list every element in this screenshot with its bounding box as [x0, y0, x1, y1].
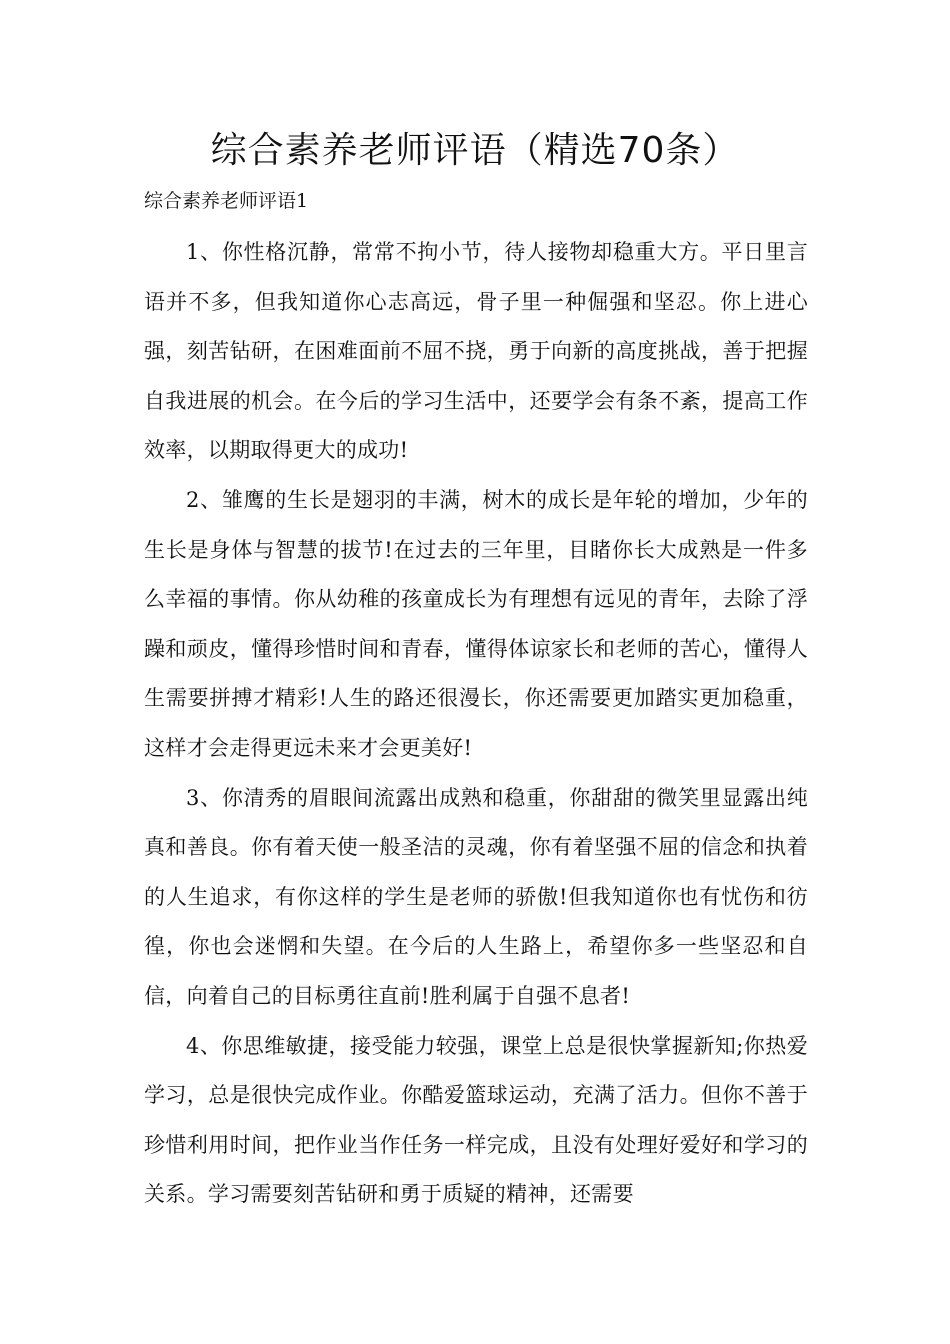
comment-paragraph-1: 1、你性格沉静，常常不拘小节，待人接物却稳重大方。平日里言语并不多，但我知道你心志高远，骨子里一种倔强和坚忍。你上进心强，刻苦钻研，在困难面前不屈不挠，勇于向新的高度挑战，善于把握自我进展的机会。在今后的学习生活中，还要学会有条不紊，提高工作效率，以期取得更大的成功!	[144, 240, 808, 463]
comment-paragraph-3: 3、你清秀的眉眼间流露出成熟和稳重，你甜甜的微笑里显露出纯真和善良。你有着天使一般圣洁的灵魂，你有着坚强不屈的信念和执着的人生追求，有你这样的学生是老师的骄傲!但我知道你也有忧伤和彷徨，你也会迷惘和失望。在今后的人生路上，希望你多一些坚忍和自信，向着自己的目标勇往直前!胜利属于自强不息者!	[144, 785, 808, 1008]
comment-paragraph-2: 2、雏鹰的生长是翅羽的丰满，树木的成长是年轮的增加，少年的生长是身体与智慧的拔节!在过去的三年里，目睹你长大成熟是一件多么幸福的事情。你从幼稚的孩童成长为有理想有远见的青年，去除了浮躁和顽皮，懂得珍惜时间和青春，懂得体谅家长和老师的苦心，懂得人生需要拼搏才精彩!人生的路还很漫长，你还需要更加踏实更加稳重，这样才会走得更远未来才会更美好!	[144, 487, 808, 760]
document-body	[144, 228, 808, 1220]
section-heading: 综合素养老师评语1	[144, 190, 309, 212]
document-title: 综合素养老师评语（精选70条）	[210, 130, 740, 171]
comment-paragraph-4: 4、你思维敏捷，接受能力较强，课堂上总是很快掌握新知;你热爱学习，总是很快完成作业。你酷爱篮球运动，充满了活力。但你不善于珍惜利用时间，把作业当作任务一样完成，且没有处理好爱好和学习的关系。学习需要刻苦钻研和勇于质疑的精神，还需要	[144, 1033, 808, 1207]
